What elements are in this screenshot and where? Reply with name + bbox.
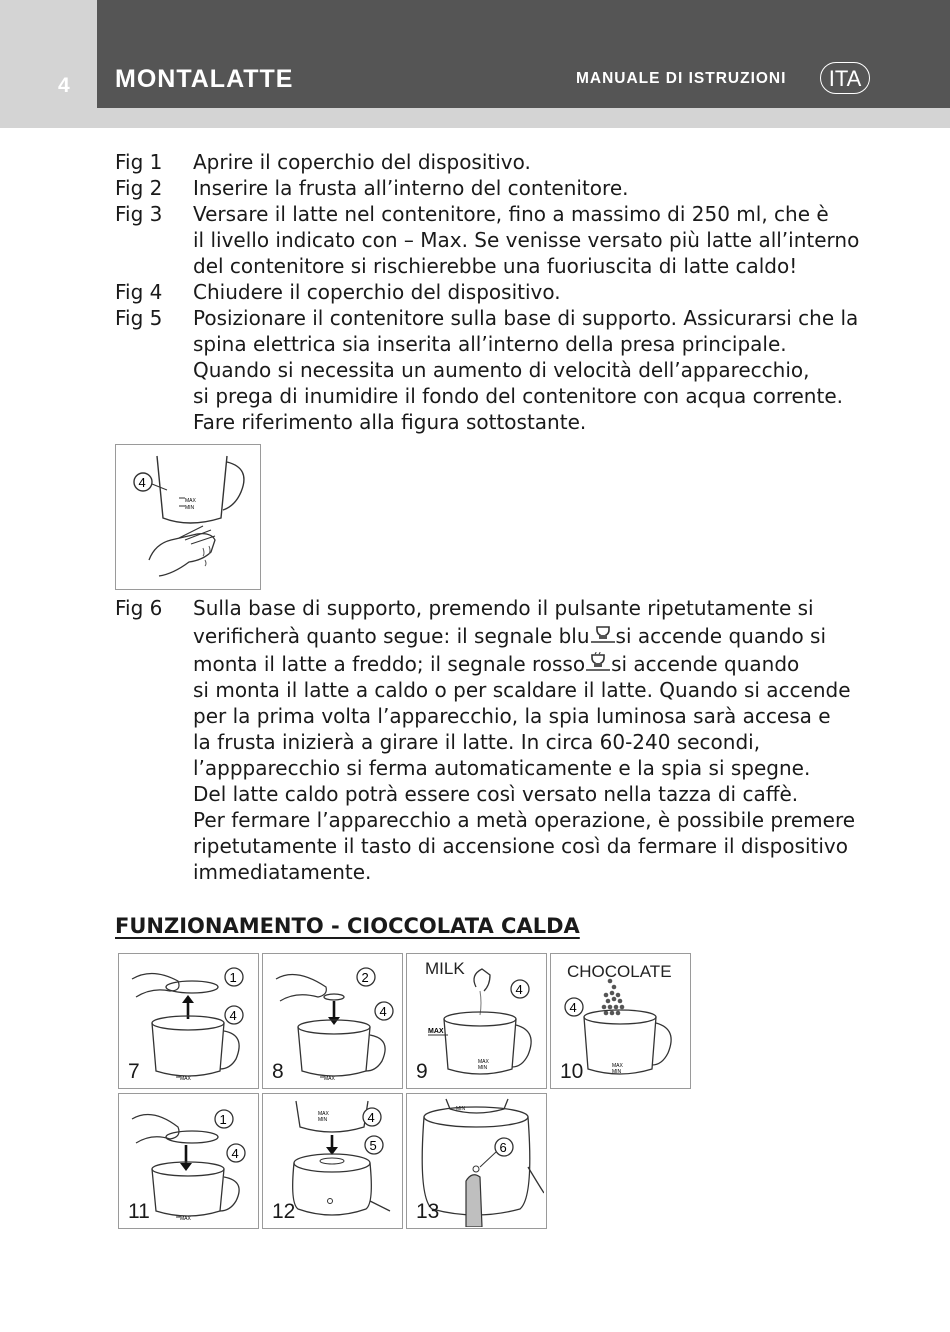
callout-5: 5	[369, 1138, 377, 1153]
milk-label: MILK	[425, 959, 465, 978]
step-text-with-icon	[193, 651, 875, 677]
step-text: Aprire il coperchio del dispositivo.	[193, 150, 531, 174]
max-mark: MAX	[180, 1076, 191, 1082]
min-mark: MIN	[185, 505, 195, 511]
step-text: Per fermare l’apparecchio a metà operazione, è possibile premere	[193, 808, 856, 832]
step-text: verificherà quanto segue: il segnale blu	[193, 624, 590, 648]
step-text: il livello indicato con – Max. Se venisse versato più latte all’interno	[193, 228, 860, 252]
callout-4: 4	[515, 982, 523, 997]
callout-number: 4	[138, 475, 146, 490]
panel-number: 7	[128, 1060, 140, 1083]
hot-froth-icon	[585, 652, 611, 674]
figure-panel-13	[406, 1093, 547, 1229]
step-text: Fare riferimento alla figura sottostante.	[193, 410, 587, 434]
figure-panel-10	[550, 953, 691, 1089]
callout-4: 4	[569, 1000, 577, 1015]
wet-base-illustration	[119, 448, 257, 586]
step-fig-3	[115, 201, 875, 279]
callout-1: 1	[229, 970, 237, 985]
step-text: Quando si necessita un aumento di velocità dell’apparecchio,	[193, 358, 810, 382]
max-mark: MAX	[324, 1076, 335, 1082]
step-text: Del latte caldo potrà essere così versato nella tazza di caffè.	[193, 782, 799, 806]
min-mark: MIN	[456, 1106, 466, 1112]
max-mark: MAX	[180, 1216, 191, 1222]
fig-label: Fig 3	[115, 202, 163, 226]
callout-4: 4	[379, 1004, 387, 1019]
step-text: si prega di inumidire il fondo del contenitore con acqua corrente.	[193, 384, 843, 408]
panel-number: 11	[128, 1200, 150, 1223]
step-text: ripetutamente il tasto di accensione così da fermare il dispositivo	[193, 834, 848, 858]
step-text: si accende quando	[611, 652, 800, 676]
cold-froth-icon	[590, 624, 616, 646]
panel-number: 13	[416, 1200, 440, 1223]
step-text: Chiudere il coperchio del dispositivo.	[193, 280, 561, 304]
max-mark: MAX	[318, 1111, 329, 1117]
callout-4: 4	[367, 1110, 375, 1125]
min-mark: MIN	[612, 1069, 622, 1075]
callout-1: 1	[219, 1112, 227, 1127]
step-text: Versare il latte nel contenitore, fino a massimo di 250 ml, che è	[193, 202, 829, 226]
panel-number: 8	[272, 1060, 284, 1083]
step-fig-2	[115, 175, 875, 201]
panel-8-illustration	[266, 957, 400, 1087]
step-fig-4	[115, 279, 875, 305]
fig-label: Fig 4	[115, 280, 163, 304]
callout-2: 2	[361, 970, 369, 985]
max-mark: MAX	[185, 498, 196, 504]
step-text: Posizionare il contenitore sulla base di supporto. Assicurarsi che la	[193, 306, 859, 330]
callout-4: 4	[229, 1008, 237, 1023]
document-title: MONTALATTE	[115, 65, 294, 93]
figure-panel-7	[118, 953, 259, 1089]
step-fig-5	[115, 305, 875, 435]
figure-panel-12	[262, 1093, 403, 1229]
instruction-steps	[115, 149, 875, 435]
max-mark: MAX	[428, 1028, 444, 1035]
panel-number: 10	[560, 1060, 584, 1083]
step-text-with-icon	[193, 623, 875, 649]
step-text: la frusta inizierà a girare il latte. In circa 60-240 secondi,	[193, 730, 761, 754]
section-title: FUNZIONAMENTO - CIOCCOLATA CALDA	[115, 914, 580, 938]
step-text: l’appparecchio si ferma automaticamente e la spia si spegne.	[193, 756, 811, 780]
min-mark: MIN	[318, 1117, 328, 1123]
step-text: si monta il latte a caldo o per scaldare il latte. Quando si accende	[193, 678, 851, 702]
step-text: spina elettrica sia inserita all’interno della presa principale.	[193, 332, 787, 356]
fig-label: Fig 1	[115, 150, 163, 174]
panel-number: 9	[416, 1060, 428, 1083]
step-text: si accende quando si	[615, 624, 827, 648]
callout-4: 4	[231, 1146, 239, 1161]
figure-panel-11	[118, 1093, 259, 1229]
page-number: 4	[58, 74, 70, 97]
fig-label: Fig 5	[115, 306, 163, 330]
fig-label: Fig 2	[115, 176, 163, 200]
fig-label: Fig 6	[115, 596, 163, 620]
figure-panel-9	[406, 953, 547, 1089]
step-text: del contenitore si rischierebbe una fuoriuscita di latte caldo!	[193, 254, 798, 278]
language-badge: ITA	[820, 62, 870, 94]
max-mark: MAX	[612, 1063, 623, 1069]
step-text: immediatamente.	[193, 860, 372, 884]
panel-number: 12	[272, 1200, 296, 1223]
step-text: per la prima volta l’apparecchio, la spia luminosa sarà accesa e	[193, 704, 831, 728]
step-fig-6	[115, 595, 875, 885]
min-mark-small: MIN	[478, 1065, 488, 1071]
panel-7-illustration	[122, 957, 256, 1087]
figure-wet-base	[115, 444, 261, 590]
max-mark-small: MAX	[478, 1059, 489, 1065]
step-text: monta il latte a freddo; il segnale rosso	[193, 652, 586, 676]
step-text: Sulla base di supporto, premendo il pulsante ripetutamente si	[193, 596, 814, 620]
manual-subtitle: MANUALE DI ISTRUZIONI	[576, 70, 787, 87]
figure-panel-8	[262, 953, 403, 1089]
step-text: Inserire la frusta all’interno del contenitore.	[193, 176, 629, 200]
callout-6: 6	[499, 1140, 507, 1155]
chocolate-label: CHOCOLATE	[567, 962, 672, 981]
step-fig-6-block	[115, 595, 875, 885]
step-fig-1	[115, 149, 875, 175]
